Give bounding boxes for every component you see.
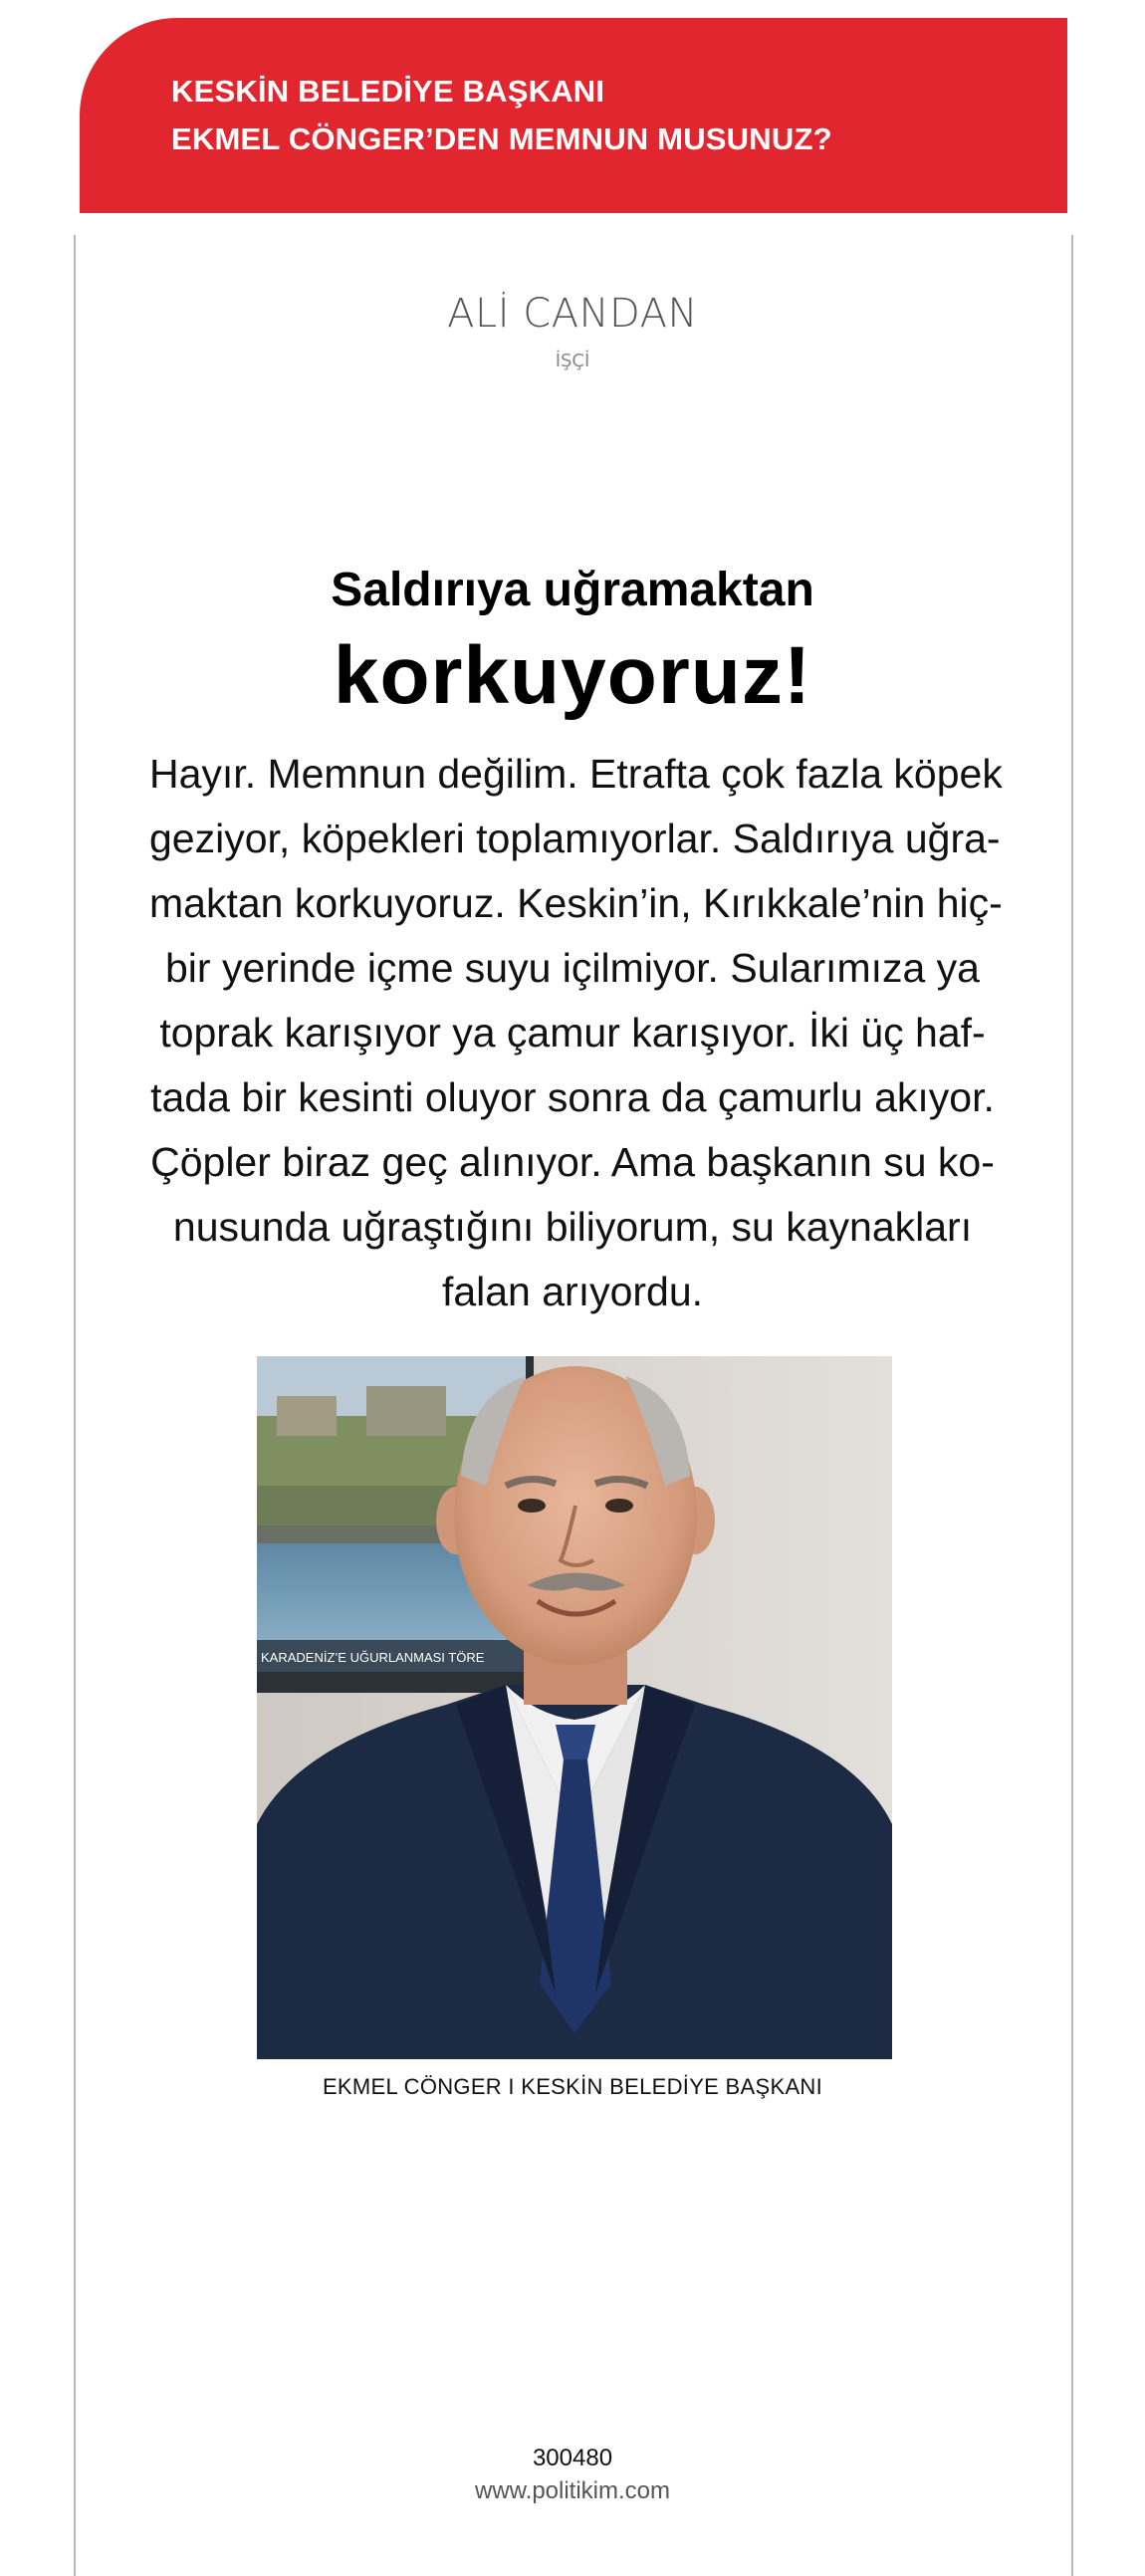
headline-line-2: korkuyoruz! — [333, 630, 812, 721]
headline-line-1: Saldırıya uğramaktan — [331, 564, 814, 616]
header-banner — [80, 18, 1067, 213]
body-line: toprak karışıyor ya çamur karışıyor. İki üç haf- — [159, 1010, 986, 1055]
body-line: tada bir kesinti oluyor sonra da çamurlu akıyor. — [150, 1074, 995, 1120]
banner-line-1: KESKİN BELEDİYE BAŞKANI — [171, 74, 605, 109]
body-line: bir yerinde içme suyu içilmiyor. Sularımıza ya — [165, 945, 980, 991]
mayor-photo — [257, 1356, 892, 2059]
portrait-illustration — [257, 1356, 892, 2059]
body-line: maktan korkuyoruz. Keskin’in, Kırıkkale’nin hiç- — [149, 880, 1003, 926]
site-link[interactable]: www.politikim.com — [474, 2477, 671, 2504]
body-line: nusunda uğraştığını biliyorum, su kaynakları — [172, 1204, 973, 1250]
banner-line-2: EKMEL CÖNGER’DEN MEMNUN MUSUNUZ? — [171, 121, 832, 156]
body-line: Çöpler biraz geç alınıyor. Ama başkanın su ko- — [150, 1139, 995, 1185]
banner-title — [171, 68, 832, 163]
article-body — [149, 742, 1003, 1324]
interviewee-name: ALİ CANDAN — [447, 291, 698, 337]
screen-caption-text: KARADENİZ’E UĞURLANMASI TÖRE — [261, 1650, 485, 1665]
body-line: Hayır. Memnun değilim. Etrafta çok fazla köpek — [149, 751, 1003, 797]
page-code: 300480 — [532, 2445, 613, 2471]
body-line: falan arıyordu. — [441, 1269, 704, 1314]
body-line: geziyor, köpekleri toplamıyorlar. Saldırıya uğra- — [149, 816, 1001, 861]
photo-caption: EKMEL CÖNGER I KESKİN BELEDİYE BAŞKANI — [322, 2074, 823, 2099]
interviewee-role: İŞÇİ — [555, 351, 590, 371]
